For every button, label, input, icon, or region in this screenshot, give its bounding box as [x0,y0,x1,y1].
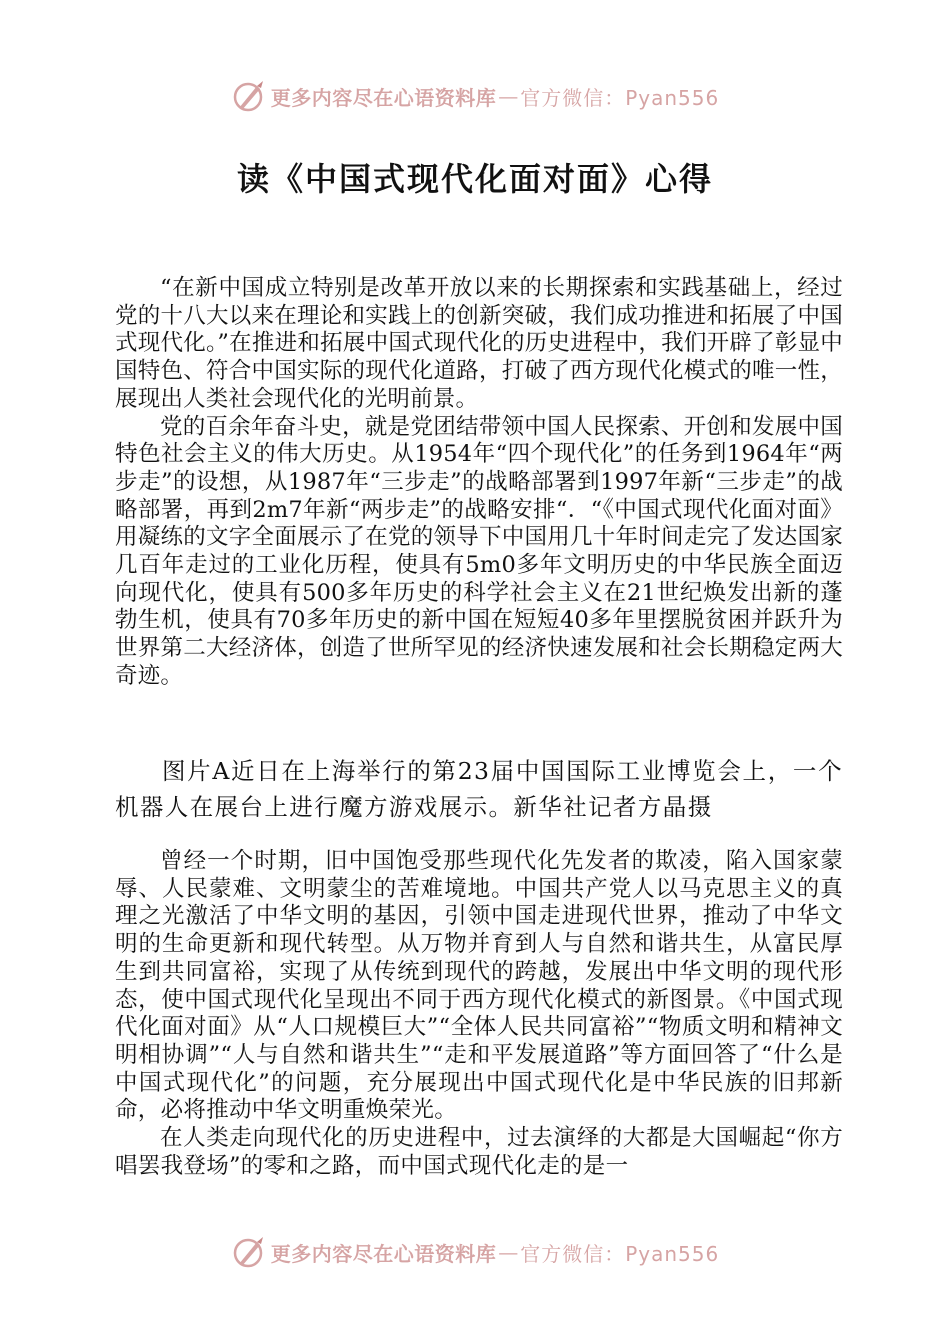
watermark-dash: — [498,84,519,108]
watermark-wechat-text: 官方微信：Pyan556 [520,1241,720,1266]
watermark-promo-text: 更多内容尽在心语资料库 [270,85,497,110]
paragraph-3: 曾经一个时期，旧中国饱受那些现代化先发者的欺凌，陷入国家蒙辱、人民蒙难、文明蒙尘的苦难境地。中国共产党人以马克思主义的真理之光激活了中华文明的基因，引领中国走进现代世界，推动了中华文明的生命更新和现代转型。从万物并育到人与自然和谐共生，从富民厚生到共同富裕，实现了从传统到现代的跨越，发展出中华文明的现代形态，使中国式现代化呈现出不同于西方现代化模式的新图景。《中国式现代化面对面》从“人口规模巨大”“全体人民共同富裕”“物质文明和精神文明相协调”“人与自然和谐共生”“走和平发展道路”等方面回答了“什么是中国式现代化”的问题，充分展现出中国式现代化是中华民族的旧邦新命，必将推动中华文明重焕荣光。 [115,848,843,1124]
paragraph-2: 党的百余年奋斗史，就是党团结带领中国人民探索、开创和发展中国特色社会主义的伟大历史。从1954年“四个现代化”的任务到1964年“两步走”的设想，从1987年“三步走”的战略部署到1997年新“三步走”的战略部署，再到2m7年新“两步走”的战略安排“．“《中国式现代化面对面》用凝练的文字全面展示了在党的领导下中国用几十年时间走完了发达国家几百年走过的工业化历程，使具有5m0多年文明历史的中华民族全面迈向现代化，使具有500多年历史的科学社会主义在21世纪焕发出新的蓬勃生机，使具有70多年历史的新中国在短短40多年里摆脱贫困并跃升为世界第二大经济体，创造了世所罕见的经济快速发展和社会长期稳定两大奇迹。 [115,413,843,689]
watermark-dash: — [498,1240,519,1264]
watermark-wechat-text: 官方微信：Pyan556 [520,85,720,110]
quill-logo-icon [231,78,267,114]
body-block-2 [115,848,843,1180]
image-caption-block [115,753,843,825]
image-caption: 图片A近日在上海举行的第23届中国国际工业博览会上，一个机器人在展台上进行魔方游戏展示。新华社记者方晶摄 [115,757,843,821]
body-block-1 [115,275,843,691]
paragraph-4: 在人类走向现代化的历史进程中，过去演绎的大都是大国崛起“你方唱罢我登场”的零和之路，而中国式现代化走的是一 [115,1125,843,1179]
watermark-banner-bottom [0,1232,950,1272]
quill-logo-icon [231,1234,267,1270]
paragraph-1: “在新中国成立特别是改革开放以来的长期探索和实践基础上，经过党的十八大以来在理论和实践上的创新突破，我们成功推进和拓展了中国式现代化。”在推进和拓展中国式现代化的历史进程中，我们开辟了彰显中国特色、符合中国实际的现代化道路，打破了西方现代化模式的唯一性，展现出人类社会现代化的光明前景。 [115,275,843,412]
document-title: 读《中国式现代化面对面》心得 [236,160,713,198]
watermark-banner-top [0,76,950,116]
watermark-promo-text: 更多内容尽在心语资料库 [270,1241,497,1266]
